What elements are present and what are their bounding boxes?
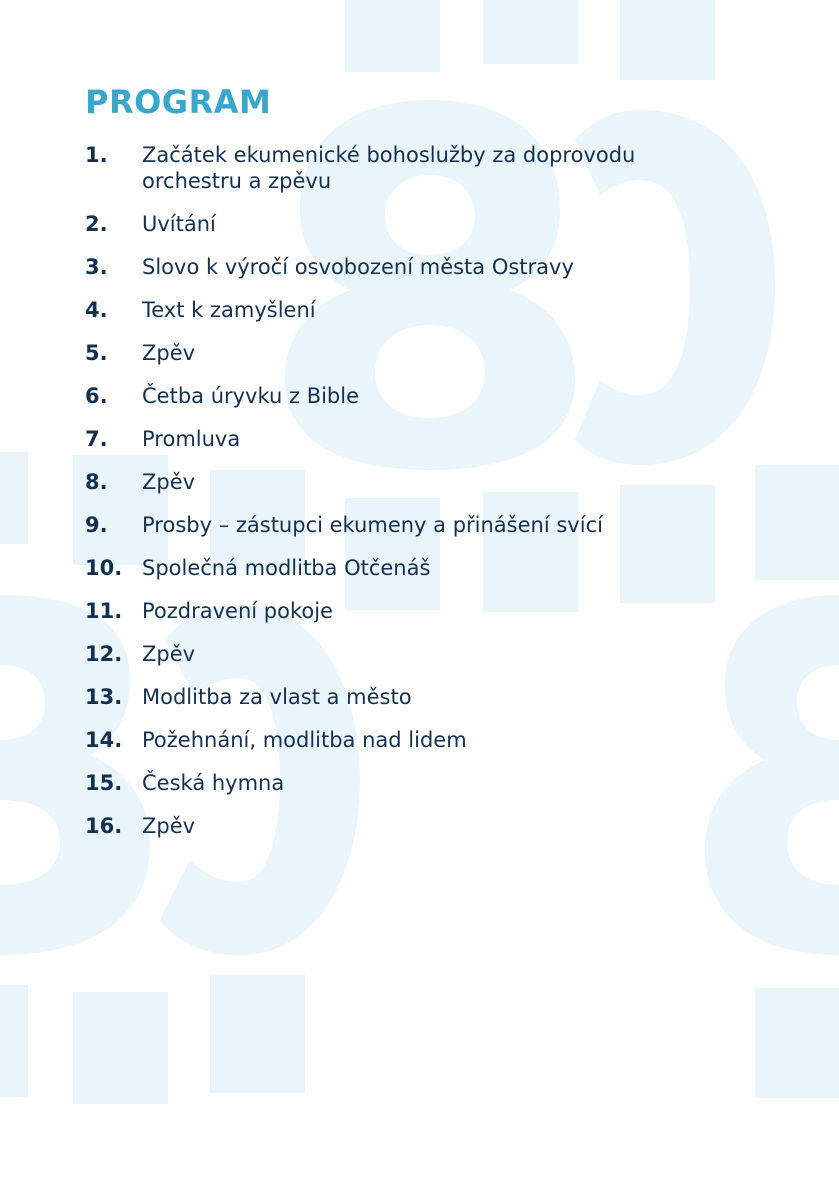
item-number: 13. bbox=[85, 685, 123, 709]
list-item bbox=[85, 770, 785, 796]
item-text: Modlitba za vlast a město bbox=[142, 685, 412, 709]
item-number: 16. bbox=[85, 814, 123, 838]
item-text: Text k zamyšlení bbox=[142, 298, 316, 322]
item-text: Česká hymna bbox=[142, 771, 285, 795]
item-text: Uvítání bbox=[142, 212, 216, 236]
item-text: Slovo k výročí osvobození města Ostravy bbox=[142, 255, 574, 279]
item-text: Prosby – zástupci ekumeny a přinášení svící bbox=[142, 513, 603, 537]
list-item bbox=[85, 684, 785, 710]
list-item bbox=[85, 254, 785, 280]
item-text: Promluva bbox=[142, 427, 241, 451]
item-text: Zpěv bbox=[142, 470, 196, 494]
list-item bbox=[85, 469, 785, 495]
item-text: Zpěv bbox=[142, 341, 196, 365]
list-item bbox=[85, 813, 785, 839]
list-item bbox=[85, 340, 785, 366]
item-number: 4. bbox=[85, 298, 108, 322]
list-item bbox=[85, 641, 785, 667]
item-number: 11. bbox=[85, 599, 123, 623]
list-item bbox=[85, 727, 785, 753]
list-item bbox=[85, 211, 785, 237]
list-item bbox=[85, 383, 785, 409]
item-number: 7. bbox=[85, 427, 108, 451]
list-item bbox=[85, 297, 785, 323]
item-text: Zpěv bbox=[142, 642, 196, 666]
list-item bbox=[85, 512, 785, 538]
list-item bbox=[85, 555, 785, 581]
item-number: 3. bbox=[85, 255, 108, 279]
item-number: 8. bbox=[85, 470, 108, 494]
item-text: Pozdravení pokoje bbox=[142, 599, 333, 623]
program-section bbox=[85, 84, 785, 856]
item-number: 14. bbox=[85, 728, 123, 752]
item-number: 12. bbox=[85, 642, 123, 666]
page-title: PROGRAM bbox=[85, 83, 272, 121]
list-item bbox=[85, 598, 785, 624]
item-text: Požehnání, modlitba nad lidem bbox=[142, 728, 467, 752]
item-text: Četba úryvku z Bible bbox=[142, 384, 360, 408]
item-number: 6. bbox=[85, 384, 108, 408]
program-list bbox=[85, 142, 785, 839]
item-number: 1. bbox=[85, 143, 108, 167]
item-text: Zpěv bbox=[142, 814, 196, 838]
item-number: 10. bbox=[85, 556, 123, 580]
list-item bbox=[85, 142, 785, 194]
item-number: 15. bbox=[85, 771, 123, 795]
item-number: 5. bbox=[85, 341, 108, 365]
item-number: 9. bbox=[85, 513, 108, 537]
list-item bbox=[85, 426, 785, 452]
item-number: 2. bbox=[85, 212, 108, 236]
item-text: Společná modlitba Otčenáš bbox=[142, 556, 431, 580]
item-text: Začátek ekumenické bohoslužby za doprovodu orchestru a zpěvu bbox=[142, 143, 636, 193]
